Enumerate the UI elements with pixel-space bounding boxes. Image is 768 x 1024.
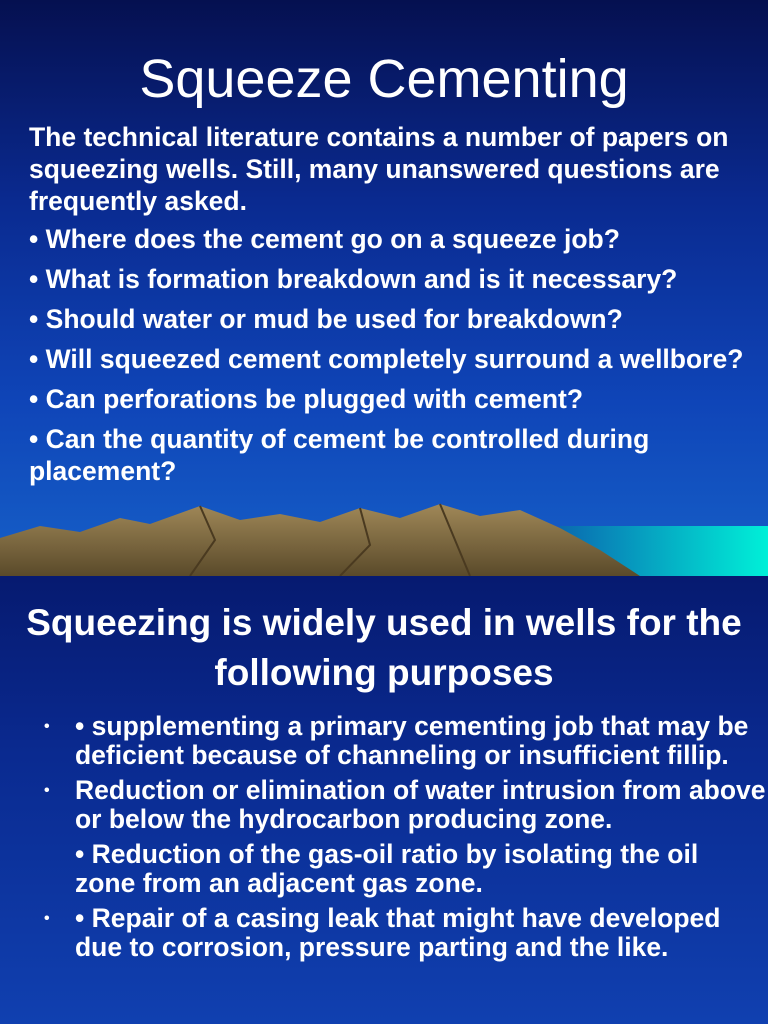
list-item-text: Reduction or elimination of water intrusion from above or below the hydrocarbon producing zone. — [75, 775, 766, 834]
list-item — [30, 776, 768, 834]
question-item: • Will squeezed cement completely surround a wellbore? — [29, 344, 744, 374]
mountain-landscape-illustration — [0, 500, 768, 576]
list-item-text: • supplementing a primary cementing job that may be deficient because of channeling or insufficient fillip. — [75, 711, 749, 770]
question-item: • Where does the cement go on a squeeze job? — [29, 224, 620, 254]
question-item: • What is formation breakdown and is it necessary? — [29, 264, 678, 294]
purposes-list — [30, 712, 768, 968]
list-item — [30, 840, 768, 898]
question-item: • Should water or mud be used for breakdown? — [29, 304, 623, 334]
intro-paragraph: The technical literature contains a number of papers on squeezing wells. Still, many unanswered questions are frequently asked. — [29, 122, 729, 216]
slide-body — [29, 121, 764, 495]
bullet-icon: • — [44, 910, 50, 927]
question-item: • Can perforations be plugged with cement? — [29, 384, 584, 414]
slide-title: Squeezing is widely used in wells for the following purposes — [26, 602, 742, 693]
list-item-text: • Repair of a casing leak that might have developed due to corrosion, pressure parting and the like. — [75, 903, 721, 962]
bullet-icon: • — [44, 782, 50, 799]
question-item: • Can the quantity of cement be controlled during placement? — [29, 424, 650, 486]
list-item-text: • Reduction of the gas-oil ratio by isolating the oil zone from an adjacent gas zone. — [75, 839, 699, 898]
list-item — [30, 712, 768, 770]
list-item — [30, 904, 768, 962]
bullet-icon: • — [44, 718, 50, 735]
mountain-range — [0, 504, 640, 576]
slide-title: Squeeze Cementing — [139, 49, 629, 109]
